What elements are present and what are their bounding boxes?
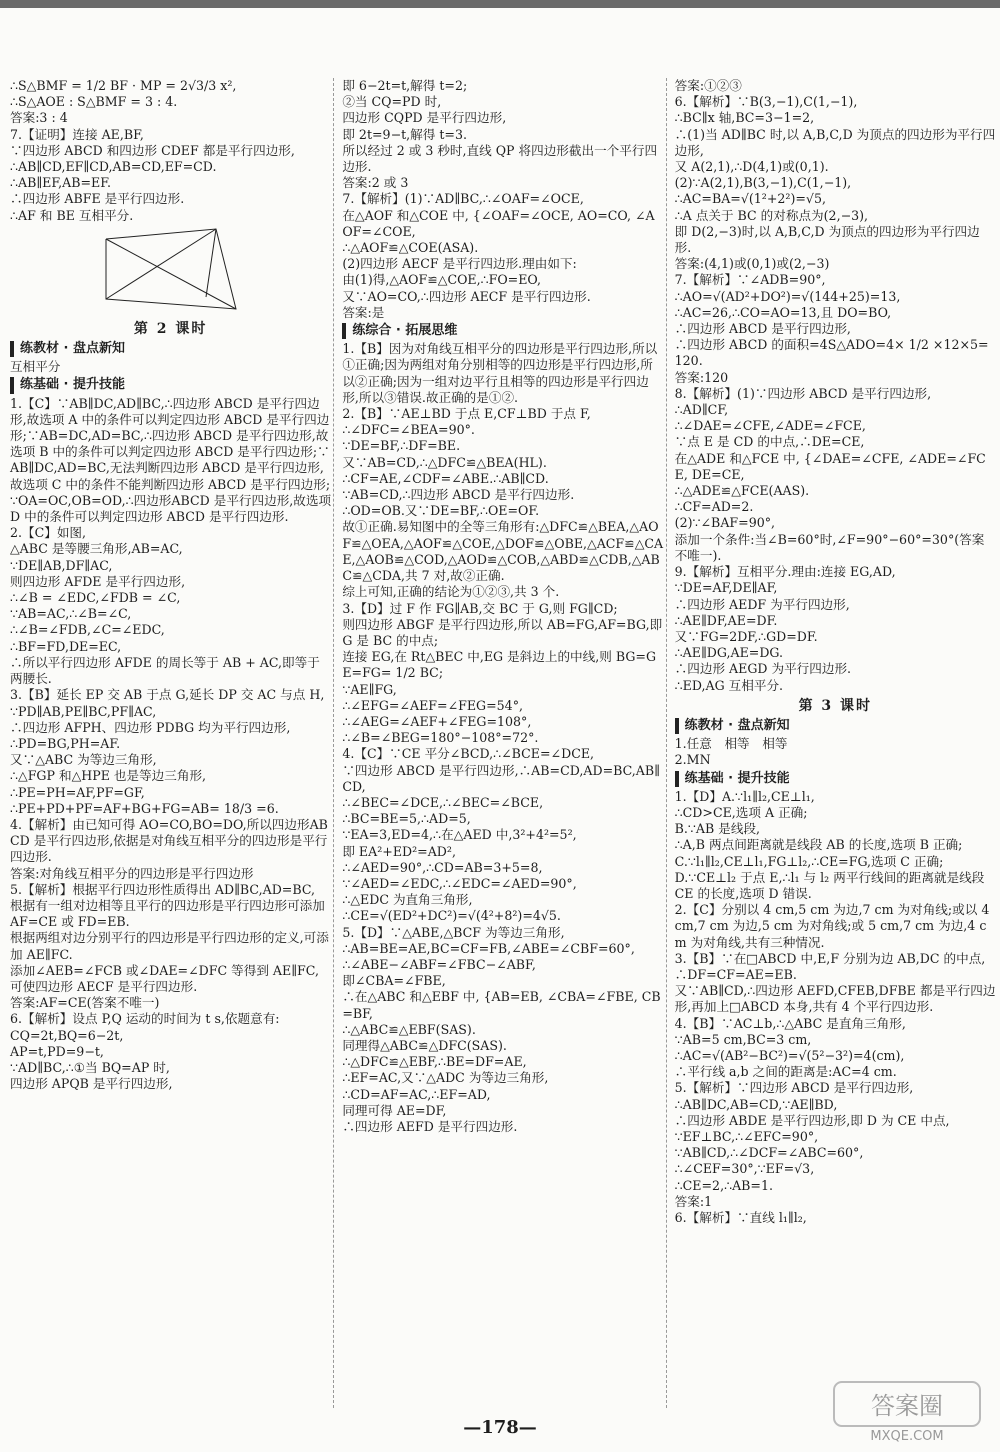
- text-line: 4.【解析】由已知可得 AO=CO,BO=DO,所以四边形ABCD 是平行四边形,依据是对角线互相平分的四边形是平行四边形.: [10, 816, 328, 865]
- text-line: ∴(1)当 AD∥BC 时,以 A,B,C,D 为顶点的四边形为平行四边形,: [674, 126, 996, 158]
- text-line: 5.【解析】∵四边形 ABCD 是平行四边形,: [674, 1080, 914, 1096]
- text-line: 3.【D】过 F 作 FG∥AB,交 BC 于 G,则 FG∥CD;: [342, 600, 618, 616]
- text-line: ∴△EDC 为直角三角形,: [342, 892, 473, 908]
- text-line: ∴BF=FD,DE=EC,: [10, 638, 122, 654]
- text-line: 答案:120: [674, 369, 729, 385]
- text-line: ∴ED,AG 互相平分.: [674, 677, 784, 693]
- text-line: ∴四边形 AEGD 为平行四边形.: [674, 661, 852, 677]
- watermark-logo: [832, 1380, 982, 1444]
- text-line: ∵AD∥BC,∴①当 BQ=AP 时,: [10, 1059, 170, 1075]
- text-line: ∴四边形 ABDE 是平行四边形,即 D 为 CE 中点,: [674, 1112, 950, 1128]
- text-line: ∴AC=BA=√(1²+2²)=√5,: [674, 191, 826, 207]
- text-line: ∴四边形 ABCD 的面积=4S△ADO=4× 1/2 ×12×5=120.: [674, 337, 989, 369]
- text-line: 答案:AF=CE(答案不唯一): [10, 995, 160, 1011]
- text-line: 根据有一组对边相等且平行的四边形是平行四边形可添加 AF=CE 或 FD=EB.: [10, 897, 329, 930]
- text-line: 又 A(2,1),∴D(4,1)或(0,1).: [674, 159, 829, 175]
- col3-notes: [675, 736, 996, 768]
- col3-heading-2: 练基础 · 提升技能: [675, 771, 996, 787]
- text-line: 9.【解析】互相平分.理由:连接 EG,AD,: [674, 564, 896, 580]
- column-right: [673, 78, 998, 1408]
- text-line: ∴BC=BE=5,∴AD=5,: [342, 811, 471, 827]
- text-line: ∵DE∥AB,DF∥AC,: [10, 557, 113, 573]
- text-line: ∵AB=5 cm,BC=3 cm,: [674, 1031, 812, 1047]
- text-line: ∴四边形 AEFD 是平行四边形.: [342, 1119, 518, 1134]
- text-line: 所以经过 2 或 3 秒时,直线 QP 将四边形截出一个平行四边形.: [342, 142, 658, 175]
- text-line: ∴∠AED=90°,∴CD=AB=3+5=8,: [342, 859, 543, 875]
- page-number: —178—: [463, 1417, 537, 1438]
- text-line: ∴AC=26,∴CO=AO=13,且 DO=BO,: [674, 304, 892, 320]
- text-line: B.∵AB 是线段,: [674, 821, 761, 837]
- column-left: [8, 78, 334, 1408]
- text-line: ∴△FGP 和△HPE 也是等边三角形,: [10, 768, 207, 784]
- text-line: ∴∠ABE−∠ABF=∠FBC−∠ABF,: [342, 956, 536, 972]
- text-line: ∵四边形 ABCD 和四边形 CDEF 都是平行四边形,: [10, 142, 295, 158]
- text-line: 故①正确.易知图中的全等三角形有:△DFC≌△BEA,△AOF≌△OEA,△AOF≌△COE,△DOF≌△OBE,△ACF≌△CAE,△AOB≌△COD,△AOD≌△COB,△ABD≌△CDB,△ABC≌△CDA,共 7 对,故②正确.: [342, 519, 664, 584]
- text-line: ∴AD∥CF,: [674, 402, 729, 418]
- text-line: ∵点 E 是 CD 的中点,∴DE=CE,: [674, 434, 865, 450]
- text-line: CQ=2t,BQ=6−2t,: [10, 1027, 124, 1043]
- text-line: ∴∠DFC=∠BEA=90°.: [342, 422, 475, 438]
- text-line: ∴A 点关于 BC 的对称点为(2,−3),: [674, 207, 869, 223]
- text-line: C.∵l₁∥l₂,CE⊥l₁,FG⊥l₂,∴CE=FG,选项 C 正确;: [674, 853, 944, 869]
- text-line: ∵四边形 ABCD 是平行四边形,∴AB=CD,AD=BC,AB∥CD,: [342, 762, 660, 794]
- text-line: ∴△DFC≌△EBF,∴BE=DF=AE,: [342, 1054, 527, 1070]
- text-line: 答案:①②③: [674, 78, 742, 93]
- text-line: (2)∵A(2,1),B(3,−1),C(1,−1),: [674, 175, 852, 191]
- text-line: (2)∵∠BAF=90°,: [674, 515, 776, 531]
- text-line: 由(1)得,△AOF≌△COE,∴FO=EO,: [342, 272, 542, 288]
- text-line: ∴PE+PD+PF=AF+BG+FG=AB= 18/3 =6.: [10, 800, 279, 816]
- text-line: 答案:1: [674, 1193, 713, 1209]
- text-line: ∵∠AED=∠EDC,∴∠EDC=∠AED=90°,: [342, 875, 577, 891]
- text-line: 则四边形 AFDE 是平行四边形,: [10, 573, 186, 589]
- text-line: 6.【解析】设点 P,Q 运动的时间为 t s,依题意有:: [10, 1011, 280, 1027]
- text-line: ∴∠B=∠BEG=180°−108°=72°.: [342, 730, 539, 746]
- col1-heading-2: 练基础 · 提升技能: [10, 377, 331, 393]
- text-line: ∴AB=BE=AE,BC=CF=FB,∠ABE=∠CBF=60°,: [342, 940, 635, 956]
- text-line: ∴CF=AE,∠CDF=∠ABE.∴AB∥CD.: [342, 470, 549, 486]
- text-line: ∴∠B=∠FDB,∠C=∠EDC,: [10, 622, 165, 638]
- text-line: ∴∠B = ∠EDC,∠FDB = ∠C,: [10, 590, 181, 606]
- text-line: 即 EA²+ED²=AD²,: [342, 843, 456, 859]
- column-middle: [340, 78, 666, 1408]
- col1-heading-1: 练教材 · 盘点新知: [10, 341, 331, 357]
- text-line: ∵DE=AF,DE∥AF,: [674, 580, 778, 596]
- text-line: 1.【B】因为对角线互相平分的四边形是平行四边形,所以①正确;因为两组对角分别相等的四边形是平行四边形,所以②正确;因为一组对边平行且相等的四边形是平行四边形,所以③错误.故正确的是①②.: [342, 341, 658, 405]
- text-line: AP=t,PD=9−t,: [10, 1043, 104, 1059]
- text-line: 又∵FG=2DF,∴GD=DF.: [674, 628, 818, 644]
- text-line: ∴四边形 ABFE 是平行四边形.: [10, 191, 185, 207]
- text-line: ∴PD=BG,PH=AF.: [10, 735, 121, 751]
- text-line: 即 6−2t=t,解得 t=2;: [342, 78, 468, 93]
- text-line: 添加∠AEB=∠FCB 或∠DAE=∠DFC 等得到 AE∥FC,可使四边形 AECF 是平行四边形.: [10, 962, 319, 994]
- text-line: 5.【解析】根据平行四边形性质得出 AD∥BC,AD=BC,: [10, 881, 316, 897]
- text-line: 答案:3 : 4: [10, 110, 68, 126]
- text-line: ∵AE∥FG,: [342, 681, 397, 697]
- text-line: 又∵△ABC 为等边三角形,: [10, 752, 157, 768]
- text-line: ∴△ABC≌△EBF(SAS).: [342, 1021, 476, 1037]
- text-line: 答案:(4,1)或(0,1)或(2,−3): [674, 256, 830, 272]
- text-line: ∴OD=OB.又∵DE=BF,∴OE=OF.: [342, 503, 540, 519]
- col3-block-a: [675, 78, 996, 694]
- text-line: ∵PD∥AB,PE∥BC,PF∥AC,: [10, 703, 157, 719]
- text-line: 答案:2 或 3: [342, 175, 409, 191]
- text-line: 在△AOF 和△COE 中, {∠OAF=∠OCE, AO=CO, ∠AOF=∠COE,: [342, 207, 655, 239]
- text-line: 同理可得 AE=DF,: [342, 1102, 447, 1118]
- text-line: ∴AO=√(AD²+DO²)=√(144+25)=13,: [674, 288, 901, 304]
- text-line: ∵OA=OC,OB=OD,∴四边形ABCD 是平行四边形,故选项 D 中的条件可以判定四边形 ABCD 是平行四边形.: [10, 492, 336, 525]
- text-line: ∴AB∥DC,AB=CD,∵AE∥BD,: [674, 1096, 838, 1112]
- text-line: ∴∠CEF=30°,∵EF=√3,: [674, 1161, 815, 1177]
- text-line: D.∵CE⊥l₂ 于点 E,∴l₁ 与 l₂ 两平行线间的距离就是线段 CE 的长度,选项 D 错误.: [674, 869, 989, 901]
- text-line: ∴AB∥EF,AB=EF.: [10, 175, 112, 191]
- text-line: ∴AE∥DG,AE=DG.: [674, 645, 784, 661]
- text-line: 四边形 APQB 是平行四边形,: [10, 1076, 173, 1092]
- text-line: ∵AB=CD,∴四边形 ABCD 是平行四边形.: [342, 487, 575, 503]
- text-line: ∴CE=2,∴AB=1.: [674, 1177, 773, 1193]
- text-line: 1.【D】A.∵l₁∥l₂,CE⊥l₁,: [674, 788, 815, 804]
- text-line: 4.【B】∵AC⊥b,∴△ABC 是直角三角形,: [674, 1015, 906, 1031]
- text-line: 同理得△ABC≌△DFC(SAS).: [342, 1037, 507, 1053]
- text-line: ∴∠BEC=∠DCE,∴∠BEC=∠BCE,: [342, 794, 544, 810]
- text-line: ∴四边形 ABCD 是平行四边形,: [674, 321, 851, 337]
- text-line: ∴PE=PH=AF,PF=GF,: [10, 784, 145, 800]
- text-line: ∴四边形 AEDF 为平行四边形,: [674, 596, 850, 612]
- text-line: 根据两组对边分别平行的四边形是平行四边形的定义,可添加 AE∥FC.: [10, 930, 329, 962]
- col2-block-a: [342, 78, 663, 321]
- text-line: ∴AF 和 BE 互相平分.: [10, 207, 134, 223]
- col1-block-b: [10, 395, 336, 1093]
- text-line: 7.【解析】∵∠ADB=90°,: [674, 272, 826, 288]
- text-line: ∴平行线 a,b 之间的距离是:AC=4 cm.: [674, 1064, 897, 1080]
- text-line: ∴∠AEG=∠AEF+∠FEG=108°,: [342, 713, 532, 729]
- text-line: 6.【解析】∵B(3,−1),C(1,−1),: [674, 94, 858, 110]
- text-line: 2.MN: [674, 752, 711, 768]
- text-line: ∴S△BMF = 1/2 BF · MP = 2√3/3 x²,: [10, 78, 237, 93]
- text-line: 1.【C】∵AB∥DC,AD∥BC,∴四边形 ABCD 是平行四边形,故选项 A 中的条件可以判定四边形 ABCD 是平行四边形;∵AB=DC,AD=BC,∴四边形 ABCD 是平行四边形,故选项 B 中的条件可以判定四边形 ABCD 是平行四边形;∵AB∥DC,AD=BC,无法判断四边形 ABCD 是平行四边形,故选项 C 中的条件不能判断四边形 ABCD 是平行四边形;: [10, 395, 331, 492]
- top-border: [0, 0, 1000, 8]
- text-line: 综上可知,正确的结论为①②③,共 3 个.: [342, 584, 560, 600]
- text-line: ∴CE=√(ED²+DC²)=√(4²+8²)=4√5.: [342, 908, 561, 924]
- text-line: 2.【C】分别以 4 cm,5 cm 为边,7 cm 为对角线;或以 4 cm,7 cm 为边,5 cm 为对角线;或 5 cm,7 cm 为边,4 cm 为对角线,共有三种情况.: [674, 902, 994, 950]
- col3-heading-1: 练教材 · 盘点新知: [675, 718, 996, 734]
- text-line: ∴四边形 AFPH、四边形 PDBG 均为平行四边形,: [10, 719, 291, 735]
- text-line: ∴AB∥CD,EF∥CD,AB=CD,EF=CD.: [10, 159, 217, 175]
- text-line: ∵EF⊥BC,∴∠EFC=90°,: [674, 1129, 819, 1144]
- text-line: ∴CD>CE,选项 A 正确;: [674, 804, 808, 820]
- text-line: 2.【C】如图,: [10, 525, 87, 541]
- text-line: ②当 CQ=PD 时,: [342, 94, 442, 110]
- text-line: 7.【证明】连接 AE,BF,: [10, 126, 144, 142]
- text-line: ∴AE∥DF,AE=DF.: [674, 612, 778, 628]
- text-line: ∴△ADE≌△FCE(AAS).: [674, 483, 810, 499]
- col2-heading: 练综合 · 拓展思维: [342, 323, 663, 339]
- text-line: ∴EF=AC,又∵△ADC 为等边三角形,: [342, 1070, 549, 1086]
- text-line: ∴BC∥x 轴,BC=3−1=2,: [674, 110, 815, 126]
- text-line: ∴在△ABC 和△EBF 中, {AB=EB, ∠CBA=∠FBE, CB=BF,: [342, 989, 661, 1021]
- text-line: 即∠CBA=∠FBE,: [342, 973, 446, 989]
- text-line: 在△ADE 和△FCE 中, {∠DAE=∠CFE, ∠ADE=∠FCE, DE=CE,: [674, 450, 986, 482]
- text-line: 又∵AB∥CD,∴四边形 AEFD,CFEB,DFBE 都是平行四边形,再加上□ABCD 本身,共有 4 个平行四边形.: [674, 983, 996, 1015]
- text-line: 7.【解析】(1)∵AD∥BC,∴∠OAF=∠OCE,: [342, 191, 584, 207]
- col3-block-b: [675, 789, 996, 1226]
- watermark-title: 答案圈: [871, 1392, 943, 1420]
- watermark-url: MXQE.COM: [870, 1429, 944, 1444]
- text-line: 又∵AO=CO,∴四边形 AECF 是平行四边形.: [342, 288, 591, 304]
- col3-lesson-title: 第 3 课时: [798, 697, 873, 714]
- text-line: 答案:是: [342, 304, 385, 320]
- text-line: 即 D(2,−3)时,以 A,B,C,D 为顶点的四边形为平行四边形.: [674, 223, 980, 256]
- text-line: 即 2t=9−t,解得 t=3.: [342, 126, 467, 142]
- text-line: 5.【D】∵△ABE,△BCF 为等边三角形,: [342, 924, 565, 940]
- col1-lesson-title: 第 2 课时: [133, 320, 208, 337]
- text-line: 又∵AB=CD,∴△DFC≌△BEA(HL).: [342, 454, 547, 470]
- text-line: 则四边形 ABGF 是平行四边形,所以 AB=FG,AF=BG,即 G 是 BC 的中点;: [342, 616, 667, 648]
- text-line: 2.【B】∵AE⊥BD 于点 E,CF⊥BD 于点 F,: [342, 406, 591, 422]
- text-line: ∴△AOF≌△COE(ASA).: [342, 240, 479, 256]
- text-line: ∴∠EFG=∠AEF=∠FEG=54°,: [342, 697, 523, 713]
- text-line: ∴S△AOE : S△BMF = 3 : 4.: [10, 94, 178, 110]
- answer-page: [8, 78, 998, 1408]
- figure-parallelogram-abcdef: [96, 227, 246, 317]
- text-line: ∴所以平行四边形 AFDE 的周长等于 AB + AC,即等于两腰长.: [10, 654, 320, 687]
- text-line: ∴CF=AD=2.: [674, 499, 754, 515]
- text-line: ∴AC=√(AB²−BC²)=√(5²−3²)=4(cm),: [674, 1047, 905, 1063]
- text-line: 1.任意 相等 相等: [674, 736, 788, 752]
- text-line: 连接 EG,在 Rt△BEC 中,EG 是斜边上的中线,则 BG=GE=FG= 1/2 BC;: [342, 649, 657, 681]
- col1-block-a: [10, 78, 331, 224]
- text-line: ∵AB∥CD,∴∠DCF=∠ABC=60°,: [674, 1145, 864, 1161]
- text-line: 3.【B】延长 EP 交 AB 于点 G,延长 DP 交 AC 与点 H,: [10, 687, 325, 703]
- text-line: ∴CD=AF=AC,∴EF=AD,: [342, 1086, 491, 1102]
- text-line: ∵EA=3,ED=4,∴在△AED 中,3²+4²=5²,: [342, 827, 577, 843]
- col2-block-b: [342, 341, 667, 1135]
- text-line: (2)四边形 AECF 是平行四边形.理由如下:: [342, 256, 577, 272]
- text-line: 答案:对角线互相平分的四边形是平行四边形: [10, 865, 254, 881]
- text-line: 四边形 CQPD 是平行四边形,: [342, 110, 507, 126]
- text-line: 4.【C】∵CE 平分∠BCD,∴∠BCE=∠DCE,: [342, 746, 595, 762]
- text-line: ∴∠DAE=∠CFE,∠ADE=∠FCE,: [674, 418, 866, 434]
- text-line: ∴A,B 两点间距离就是线段 AB 的长度,选项 B 正确;: [674, 837, 963, 853]
- text-line: 8.【解析】(1)∵四边形 ABCD 是平行四边形,: [674, 385, 932, 401]
- text-line: 3.【B】∵在□ABCD 中,E,F 分别为边 AB,DC 的中点,∴DF=CF=AE=EB.: [674, 950, 986, 982]
- text-line: △ABC 是等腰三角形,AB=AC,: [10, 541, 183, 557]
- text-line: 添加一个条件:当∠B=60°时,∠F=90°−60°=30°(答案不唯一).: [674, 531, 985, 563]
- text-line: 6.【解析】∵直线 l₁∥l₂,: [674, 1210, 807, 1226]
- text-line: ∵AB=AC,∴∠B=∠C,: [10, 606, 132, 622]
- col1-subheading: 互相平分: [10, 359, 61, 375]
- text-line: ∵DE=BF,∴DF=BE.: [342, 438, 461, 454]
